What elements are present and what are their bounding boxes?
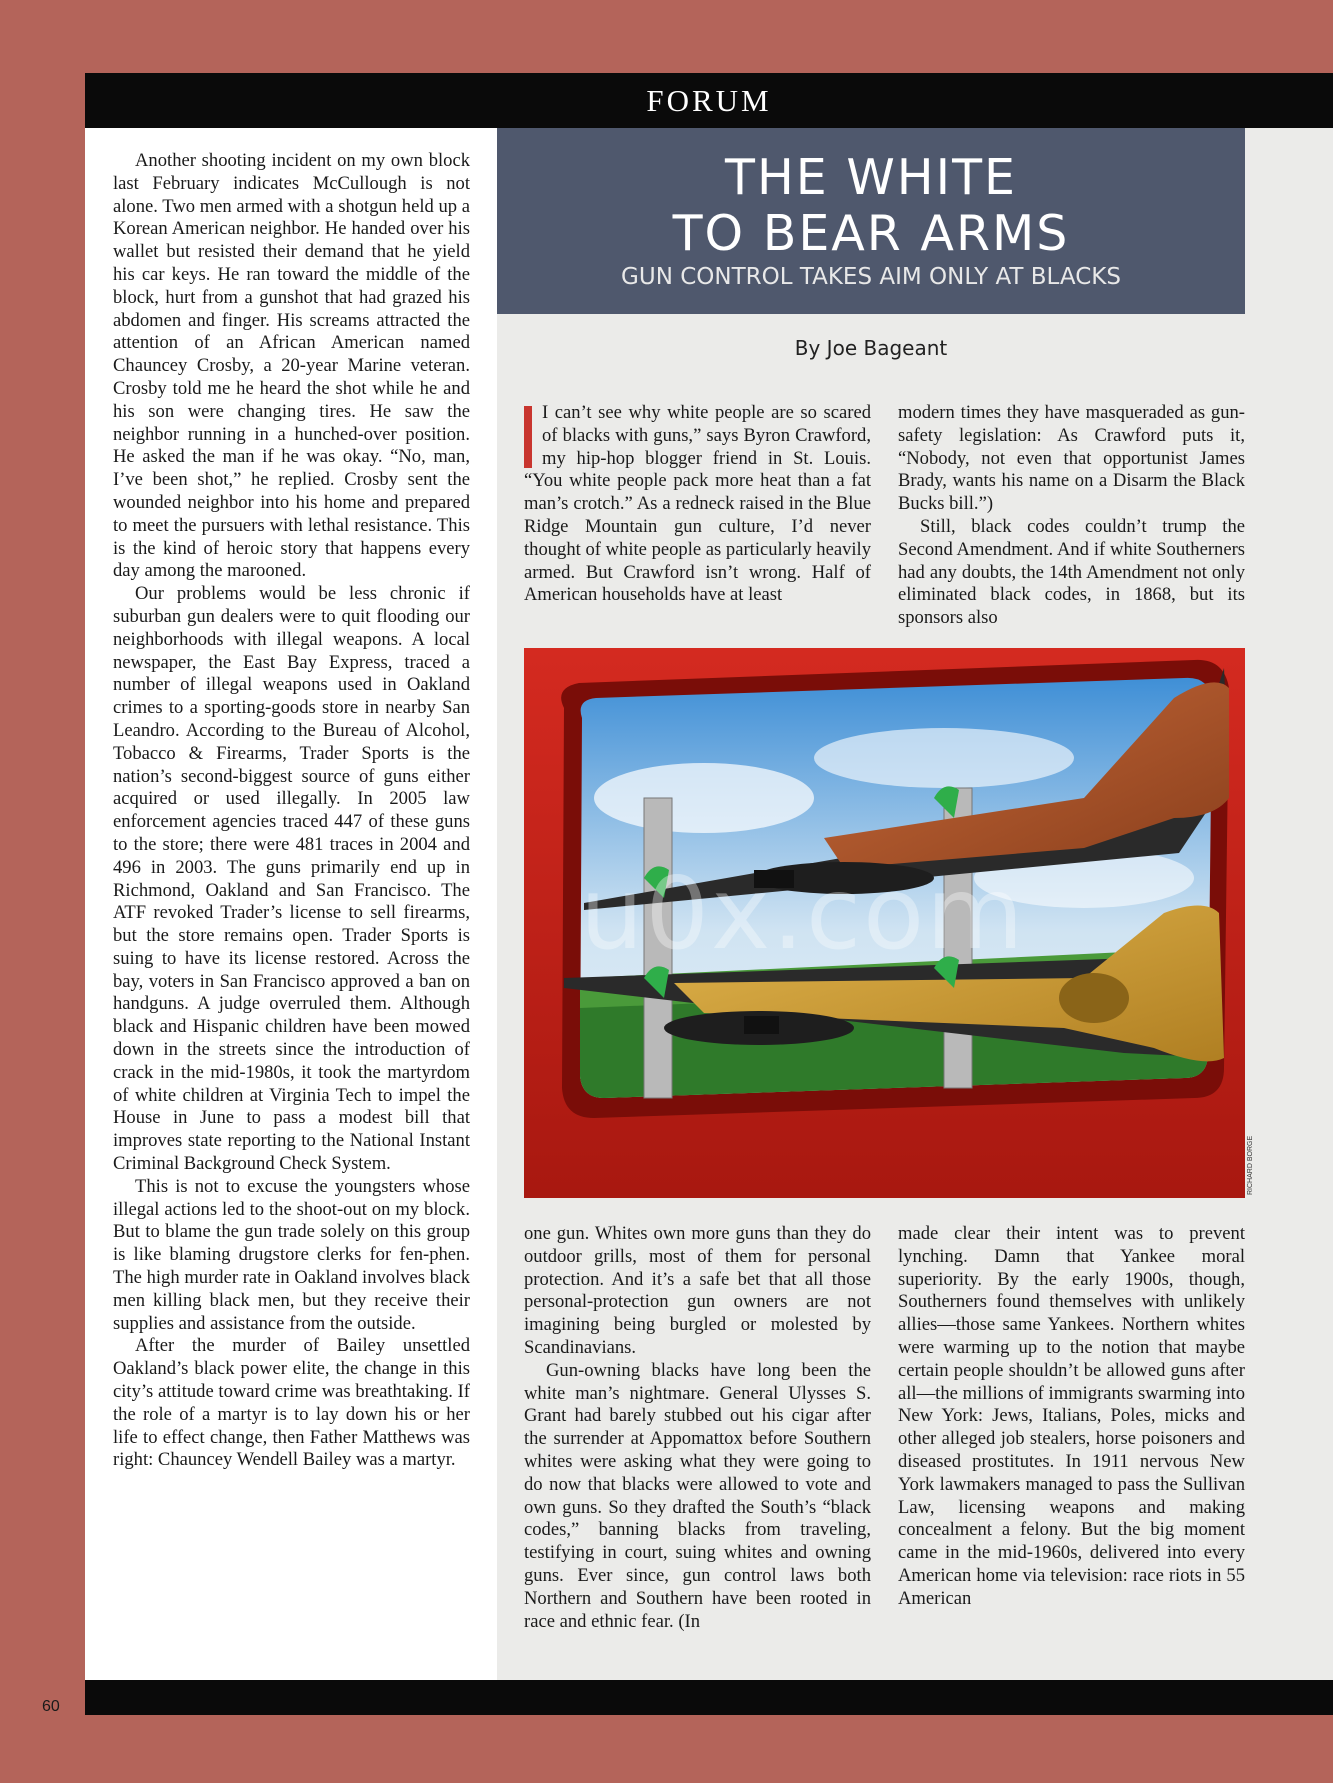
- paragraph: Gun-owning blacks have long been the white man’s nightmare. General Ulysses S. Grant had barely stubbed out his cigar after the surrender at Appomattox before Southern whites were asking what they were going to do now that blacks were allowed to vote and own guns. So they drafted the South’s “black codes,” banning blacks from traveling, testifying in court, suing whites and owning guns. Ever since, gun control laws both Northern and Southern have been rooted in race and ethnic fear. (In: [524, 1359, 871, 1632]
- headline-line-2: TO BEAR ARMS: [672, 205, 1070, 262]
- drop-cap-bar: [524, 406, 532, 468]
- paragraph: one gun. Whites own more guns than they do outdoor grills, most of them for personal protection. And it’s a safe bet that all those personal-protection gun owners are not imagining being burgled or molested by Scandinavians.: [524, 1223, 871, 1358]
- section-title: FORUM: [646, 82, 772, 118]
- headline-title: [497, 150, 1245, 262]
- paragraph: This is not to excuse the youngsters whose illegal actions led to the shoot-out on my block. But to blame the gun trade solely on this group is like blaming drugstore clerks for fen-phen. The high murder rate in Oakland involves black men killing black men, but they receive their supplies and assistance from the outside.: [113, 1175, 470, 1334]
- footer-bar: [85, 1680, 1333, 1715]
- paragraph: modern times they have masqueraded as gun-safety legislation: As Crawford puts it, “Nobody, not even that opportunist James Brady, wants his name on a Disarm the Black Bucks bill.”): [898, 402, 1245, 515]
- lead-paragraph: [524, 402, 871, 607]
- headline-line-1: THE WHITE: [725, 149, 1017, 206]
- headline-subtitle: GUN CONTROL TAKES AIM ONLY AT BLACKS: [621, 264, 1121, 290]
- paragraph: Another shooting incident on my own block last February indicates McCullough is not alone. Two men armed with a shotgun held up a Korean American neighbor. He handed over his wallet but resisted their demand that he yield his car keys. He ran toward the middle of the block, hurt from a gunshot that had grazed his abdomen and finger. His screams attracted the attention of an African American named Chauncey Crosby, a 20-year Marine veteran. Crosby told me he heard the shot while he and his son were changing tires. He saw the neighbor running in a hunched-over position. He asked the man if he was okay. “No, man, I’ve been shot,” he replied. Crosby sent the wounded neighbor into his home and prepared to meet the pursuers with lethal resistance. This is the kind of heroic story that happens every day among the marooned.: [113, 150, 470, 582]
- byline: By Joe Bageant: [794, 336, 948, 360]
- paragraph: Still, black codes couldn’t trump the Second Amendment. And if white Southerners had any doubts, the 14th Amendment not only eliminated black codes, in 1868, but its sponsors also: [898, 515, 1245, 629]
- middle-column-bottom: [524, 1223, 871, 1633]
- lead-text: I can’t see why white people are so scared of blacks with guns,” says Byron Crawford, my hip-hop blogger friend in St. Louis. “You white people pack more heat than a fat man’s crotch.” As a redneck raised in the Blue Ridge Mountain gun culture, I’d never thought of white people as particularly heavily armed. But Crawford isn’t wrong. Half of American households have at least: [524, 402, 871, 606]
- paragraph: Our problems would be less chronic if suburban gun dealers were to quit flooding our neighborhoods with illegal weapons. A local newspaper, the East Bay Express, traced a number of illegal weapons used in Oakland crimes to a sporting-goods store in nearby San Leandro. According to the Bureau of Alcohol, Tobacco & Firearms, Trader Sports is the nation’s second-biggest source of guns either acquired or used illegally. In 2005 law enforcement agencies traced 447 of these guns to the store; there were 481 traces in 2004 and 496 in 2003. The guns primarily end up in Richmond, Oakland and San Francisco. The ATF revoked Trader’s license to sell firearms, but the store remains open. Trader Sports is suing to have its license restored. Across the bay, voters in San Francisco approved a ban on handguns. A judge overruled them. Although black and Hispanic children have been mowed down in the streets since the introduction of crack in the mid-1980s, it took the martyrdom of white children at Virginia Tech to impel the House in June to pass a modest bill that improves state reporting to the National Instant Criminal Background Check System.: [113, 583, 470, 1175]
- watermark-text: u0x.com: [580, 855, 1026, 972]
- page-number: 60: [42, 1698, 60, 1715]
- paragraph: made clear their intent was to prevent lynching. Damn that Yankee moral superiority. By the early 1900s, though, Southerners found themselves with unlikely allies—those same Yankees. Northern whites were warming up to the notion that maybe certain people shouldn’t be allowed guns after all—the millions of immigrants swarming into New York: Jews, Italians, Poles, micks and other alleged job stealers, horse poisoners and diseased prostitutes. In 1911 nervous New York lawmakers managed to pass the Sullivan Law, licensing weapons and making concealment a felony. But the big moment came in the mid-1960s, delivered into every American home via television: race riots in 55 American: [898, 1223, 1245, 1609]
- section-header: [85, 73, 1333, 128]
- middle-column-top: [524, 402, 871, 607]
- headline-block: [497, 128, 1245, 314]
- right-column-top: [898, 402, 1245, 630]
- paragraph: After the murder of Bailey unsettled Oakland’s black power elite, the change in this city’s attitude toward crime was breathtaking. If the role of a martyr is to lay down his or her life to effect change, then Father Matthews was right: Chauncey Wendell Bailey was a martyr.: [113, 1335, 470, 1471]
- illustration-credit: RICHARD BORGE: [1247, 1135, 1254, 1195]
- right-column-bottom: [898, 1223, 1245, 1611]
- left-column: [113, 150, 470, 1472]
